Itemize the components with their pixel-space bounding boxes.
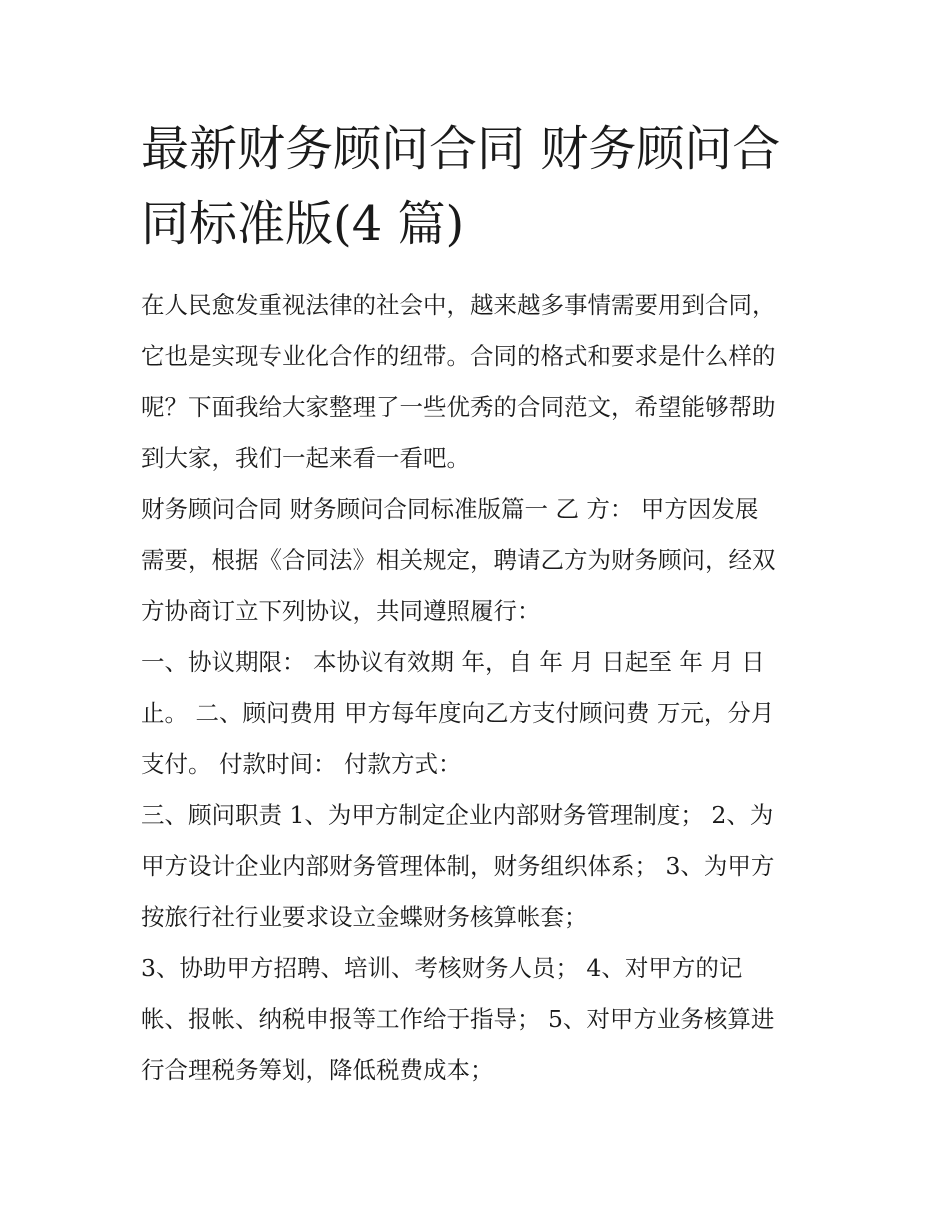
text-line: 按旅行社行业要求设立金蝶财务核算帐套； bbox=[141, 903, 588, 931]
text-line: 需要，根据《合同法》相关规定，聘请乙方为财务顾问，经双 bbox=[141, 546, 776, 574]
paragraph-duties bbox=[141, 790, 831, 943]
text-line: 财务顾问合同 财务顾问合同标准版篇一 乙 方： 甲方因发展 bbox=[141, 495, 759, 523]
text-line: 帐、报帐、纳税申报等工作给于指导； 5、对甲方业务核算进 bbox=[141, 1005, 775, 1033]
text-line: 止。 二、顾问费用 甲方每年度向乙方支付顾问费 万元，分月 bbox=[141, 699, 775, 727]
document-title bbox=[141, 112, 821, 262]
text-line: 在人民愈发重视法律的社会中，越来越多事情需要用到合同， bbox=[141, 291, 776, 319]
text-line: 3、协助甲方招聘、培训、考核财务人员； 4、对甲方的记 bbox=[141, 954, 743, 982]
paragraph-duties-continued bbox=[141, 943, 831, 1096]
title-line: 同标准版(4 篇) bbox=[141, 196, 465, 252]
text-line: 支付。 付款时间： 付款方式： bbox=[141, 750, 462, 778]
text-line: 甲方设计企业内部财务管理体制，财务组织体系； 3、为甲方 bbox=[141, 852, 775, 880]
paragraph-contract-header bbox=[141, 484, 831, 637]
document-body bbox=[141, 280, 831, 1096]
text-line: 呢？下面我给大家整理了一些优秀的合同范文，希望能够帮助 bbox=[141, 393, 776, 421]
text-line: 到大家，我们一起来看一看吧。 bbox=[141, 444, 470, 472]
text-line: 它也是实现专业化合作的纽带。合同的格式和要求是什么样的 bbox=[141, 342, 776, 370]
paragraph-term-and-fees bbox=[141, 637, 831, 790]
paragraph-intro bbox=[141, 280, 831, 484]
title-line: 最新财务顾问合同 财务顾问合 bbox=[141, 121, 781, 177]
text-line: 方协商订立下列协议，共同遵照履行： bbox=[141, 597, 541, 625]
text-line: 行合理税务筹划，降低税费成本； bbox=[141, 1056, 494, 1084]
text-line: 三、顾问职责 1、为甲方制定企业内部财务管理制度； 2、为 bbox=[141, 801, 774, 829]
text-line: 一、协议期限： 本协议有效期 年，自 年 月 日起至 年 月 日 bbox=[141, 648, 765, 676]
